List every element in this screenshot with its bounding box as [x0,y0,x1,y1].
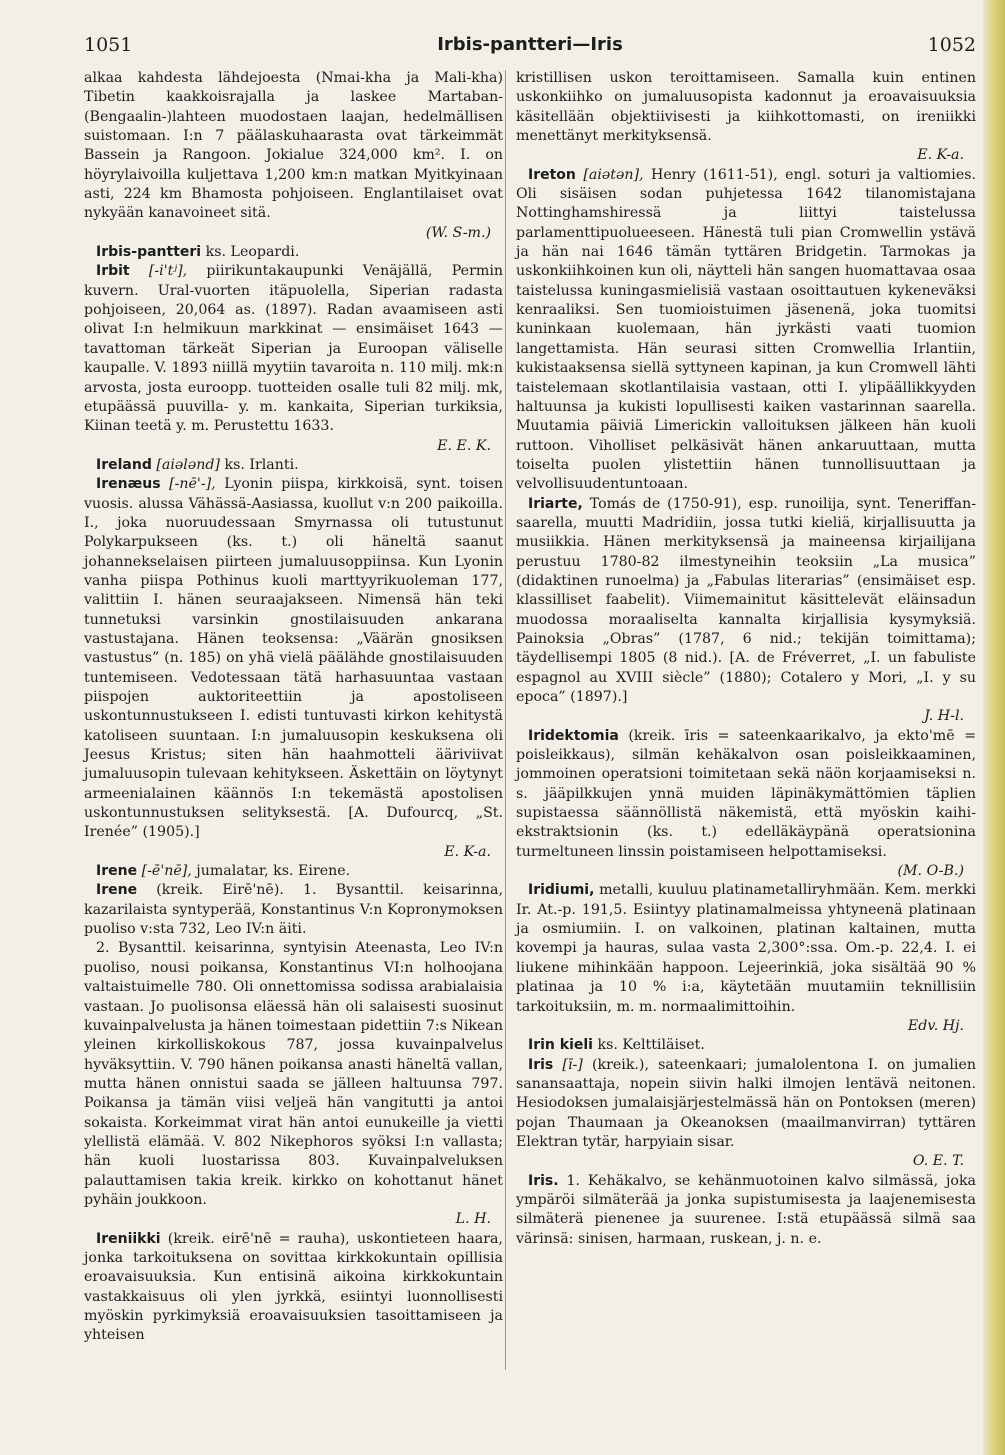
author-signature: E. K-a. [917,147,964,164]
headword: Irbit [96,263,130,280]
author-signature: (W. S-m.) [425,224,491,241]
headword: Ireniikki [96,1230,161,1247]
author-signature: E. E. K. [437,437,491,454]
column-divider [505,70,506,1370]
headword: Ireland [96,456,152,473]
entry-iridiumi: Iridiumi, metalli, kuuluu platinametalliryhmään. Kem. merkki Ir. At.-p. 191,5. Esiintyy platinamalmeissa yhtyneenä platinaan ja osmiumiin. I. on valkoinen, platinan kaltainen, mutta kovempi ja hauras, sulaa vasta 2,300°:ssa. Om.-p. 22,4. I. ei liukene mihinkään happoon. Lejeerinkiä, joka sisältää 90 % platinaa ja 10 % i:a, käytetään muutamiin teknillisiin tarkoituksiin, m. m. normaalimittoihin. [516,882,976,1015]
author-signature: E. K-a. [444,843,491,860]
headword: Irenæus [96,476,161,493]
headword: Iriarte, [528,495,583,512]
entry-ireland: Ireland [aiələnd] ks. Irlanti. [96,456,299,473]
entry-irenaeus: Irenæus [-nē'-], Lyonin piispa, kirkkoisä, synt. toisen vuosis. alussa Vähässä-Aasiassa, kuollut v:n 200 paikoilla. I., joka nuoruudessaan Smyrnassa oli tutustunut Polykarpukseen (ks. t.) oli häneltä saanut johannekselaisen piirteen jumaluusoppiinsa. Kun Lyonin vanha piispa Pothinus kuoli marttyyrikuoleman 177, valittiin I. hänen seuraajakseen. Nimensä hän teki tunnetuksi varsinkin gnostilaisuuden ankarana vastustajana. Hänen teoksensa: „Väärän gnosiksen vastustus” (n. 185) on yhä vielä päälähde gnostilaisuuden tuntemiseen. Vedotessaan tätä harhasuuntaa vastaan piispojen auktoriteettiin ja apostoliseen uskontunnustukseen I. edisti tuntuvasti kirkon kehitystä katoliseen suuntaan. I:n jumaluusopin keskuksena oli Jeesus Kristus; siten hän haahmotteli ääriviivat jumaluusopin tulevaan kehitykseen. Äskettäin on löytynyt armeenialainen käännös I:n tekemästä apostolisen uskontunnustuksen selityksestä. [A. Dufourcq, „St. Irenée” (1905).] [84,476,503,841]
author-signature: L. H. [455,1211,491,1228]
page-number-left: 1051 [84,34,133,56]
entry-irbit: Irbit [-i'tʲ], piirikuntakaupunki Venäjällä, Permin kuvern. Ural-vuorten itäpuolella, Siperian radasta pohjoiseen, 20,064 as. (1897). Radan avaamiseen asti olivat I:n helmikuun markkinat — ensimäiset 1643 — tavattoman tärkeät Siperian ja Euroopan väliselle kaupalle. V. 1893 niillä myytiin tavaroita n. 110 milj. mk:n arvosta, josta euroopp. tuotteiden osalle tuli 82 milj. mk, etupäässä puuvilla- y. m. kankaita, Siperian turkiksia, Kiinan teetä y. m. Perustettu 1633. [84,263,503,435]
author-signature: Edv. Hj. [907,1017,964,1034]
entry-ireton: Ireton [aiətən], Henry (1611-51), engl. soturi ja valtiomies. Oli sisäisen sodan puhjetessa 1642 tilanomistajana Nottinghamshiressä ja liittyi taistelussa parlamenttipuolueeseen. Hänestä tuli pian Cromwellin ystävä ja hän nai 1646 tämän tyttären Bridgetin. Tarmokas ja uskonkiihkoinen kun oli, näytteli hän sangen huomattavaa osaa taistelussa kuningasmielisiä vastaan osoittautuen kykeneväksi kenraaliksi. Sen tuomioistuimen jäsenenä, joka tuomitsi kuninkaan kuolemaan, hän jyrkästi vaati tuomion langettamista. Hän seurasi sitten Cromwellia Irlantiin, kukistaaksensa siellä syttyneen kapinan, ja kun Cromwell lähti taistelemaan skotlantilaisia vastaan, otti I. ylipäällikkyyden haltuunsa ja kukisti lopullisesti kaiken vastarinnan saarella. Muutamia päiviä Limerickin valloituksen jälkeen hän kuoli ruttoon. Viholliset pelkäsivät hänen ankaruuttaan, mutta toiselta puolen ylistettiin hänen tunnollisuuttaan ja velvollisuudentuntoaan. [516,166,977,493]
author-signature: O. E. T. [912,1153,964,1170]
entry-iris-anatomy: Iris. 1. Kehäkalvo, se kehänmuotoinen kalvo silmässä, joka ympäröi silmäterää ja jonka supistumisesta ja laajenemisesta silmäterä pienenee ja suurenee. I:stä etupäässä silmä saa värinsä: sinisen, harmaan, ruskean, j. n. e. [516,1172,976,1247]
entry-irbis-pantteri: Irbis-pantteri ks. Leopardi. [96,244,300,261]
continued-paragraph: alkaa kahdesta lähdejoesta (Nmai-kha ja Mali-kha) Tibetin kaakkoisrajalla ja laskee Martaban- (Bengaalin-)lahteen muodostaen laajan, hedelmällisen suistomaan. I:n 7 päälaskuhaarasta ovat tärkeimmät Bassein ja Rangoon. Jokialue 324,000 km². I. on höyrylaivoilla kuljettava 1,200 km:n matkan Myitkyinaan asti, 224 km Bhamosta pohjoiseen. Englantilaiset ovat nykyään kanavoineet sitä. [84,70,503,222]
author-signature: J. H-l. [924,708,964,725]
left-column [84,69,503,1346]
entry-iridektomia: Iridektomia (kreik. īris = sateenkaarikalvo, ja ekto'mē = poisleikkaus), silmän kehäkalvon osan poisleikkaaminen, jommoinen operatsioni toimitetaan sekä näön korjaamiseksi n. s. jääpilkkujen ynnä muiden läpinäkymättömien täplien supistaessa säännöllistä näkemistä, että myöskin kaihi-ekstraktsionin (ks. t.) edelläkäypänä operatsionina turmeltuneen linssin poistamiseen helpottamiseksi. [516,727,976,860]
headword: Ireton [528,166,576,183]
page-edge [983,0,1005,1455]
headword: Irene [96,882,138,899]
running-title: Irbis-pantteri—Iris [437,34,623,55]
page-header [84,34,976,60]
entry-irene-goddess: Irene [-ē'nē], jumalatar, ks. Eirene. [96,863,351,880]
entry-irin-kieli: Irin kieli ks. Kelttiläiset. [528,1037,705,1054]
entry-irene-empress-2: 2. Bysanttil. keisarinna, syntyisin Ateenasta, Leo IV:n puoliso, nousi poikansa, Konstantinus VI:n holhoojana valtaistuimelle 780. Oli onnettomissa sodissa arabialaisia vastaan. Jo puolisonsa eläessä hän oli salaisesti suosinut kuvainpalvelusta ja hänen toimestaan pidettiin 7:s Nikean yleinen kirkolliskokous 787, jossa kuvainpalvelus hyväksyttiin. V. 790 hänen poikansa anasti häneltä vallan, mutta hänen onnistui saada se jälleen haltuunsa 797. Poikansa ja tämän viisi veljeä hän vangitutti ja antoi sokaista. Korkeimmat virat hän antoi eunukeille ja vietti ylellistä elämää. V. 802 Nikephoros syöksi I:n vallasta; hän kuoli luostarissa 803. Kuvainpalveluksen palauttamisen takia kreik. kirkko on kohottanut hänet pyhäin joukkoon. [84,940,503,1208]
entry-ireniikki: Ireniikki (kreik. eirē'nē = rauha), uskontieteen haara, jonka tarkoituksena on sovittaa kirkkokuntain opillisia eroavaisuuksia. Kun entisinä aikoina kirkkokuntain vastakkaisuus oli ylen jyrkkä, esiintyi luonnollisesti myöskin pyrkimyksiä eroavaisuuksien tasoittamiseen ja yhteisen [84,1230,503,1344]
headword: Iris. [528,1172,559,1189]
entry-irene-empress: Irene (kreik. Eirē'nē). 1. Bysanttil. keisarinna, kazarilaista syntyperää, Konstantinus V:n Kopronymoksen puoliso v:sta 732, Leo IV:n äiti. [84,882,503,938]
headword: Irbis-pantteri [96,244,202,261]
continued-paragraph: kristillisen uskon teroittamiseen. Samalla kuin entinen uskonkiihko on jumaluusopista kadonnut ja eroavaisuuksia käsitellään objektiivisesti ja kiihkottomasti, on ireniikki menettänyt merkityksensä. [516,70,976,145]
headword: Iris [528,1056,554,1073]
entry-iris-goddess: Iris [ī-] (kreik.), sateenkaari; jumalolentona I. on jumalien sanansaattaja, nopein siivin halki ilmojen lentävä neitonen. Hesiodoksen jumalaisjärjestelmässä hän on Pontoksen (meren) pojan Thaumaan ja Okeanoksen (maailmanvirran) tyttären Elektran tytär, harpyiain sisar. [516,1056,976,1150]
headword: Iridiumi, [528,882,595,899]
author-signature: (M. O-B.) [897,863,964,880]
headword: Irin kieli [528,1037,593,1054]
headword: Iridektomia [528,727,619,744]
headword: Irene [96,863,138,880]
page-number-right: 1052 [927,34,976,56]
entry-iriarte: Iriarte, Tomás de (1750-91), esp. runoilija, synt. Teneriffan-saarella, muutti Madridiin, jossa tutki kieliä, kirjallisuutta ja musiikkia. Hänen merkityksensä ja maineensa kirjailijana perustuu 1780-82 ilmestyneihin teoksiin „La musica” (didaktinen runoelma) ja „Fabulas literarias” (ensimäiset esp. klassilliset faabelit). Viimemainitut käsittelevät eläinsadun muodossa moraaliselta kannalta kirjallisia kysymyksiä. Painoksia „Obras” (1787, 6 nid.; tekijän toimittama); täydellisempi 1805 (8 nid.). [A. de Fréverret, „I. un fabuliste espagnol au XVIII siècle” (1880); Cotalero y Mori, „I. y su epoca” (1897).] [516,495,976,705]
right-column [516,69,976,1249]
